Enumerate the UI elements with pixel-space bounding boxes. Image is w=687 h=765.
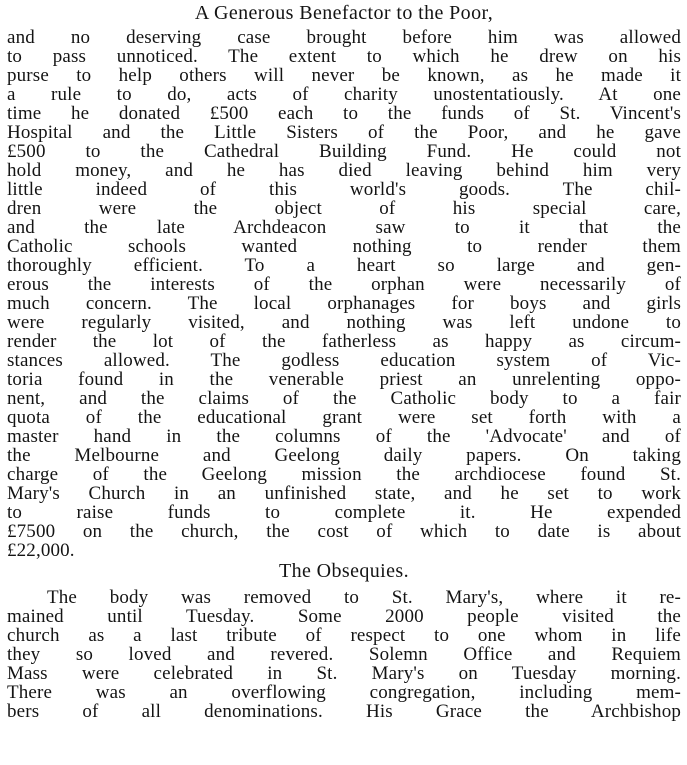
text-line: hold money, and he has died leaving behind him very	[7, 161, 681, 180]
text-line: purse to help others will never be known, as he made it	[7, 66, 681, 85]
text-line: Hospital and the Little Sisters of the Poor, and he gave	[7, 123, 681, 142]
text-line: quota of the educational grant were set forth with a	[7, 408, 681, 427]
text-line: There was an overflowing congregation, including mem-	[7, 683, 681, 702]
paragraph-obsequies	[7, 588, 681, 721]
text-line: charge of the Geelong mission the archdiocese found St.	[7, 465, 681, 484]
text-line: stances allowed. The godless education system of Vic-	[7, 351, 681, 370]
paragraph-benefactor	[7, 28, 681, 560]
section-heading-benefactor: A Generous Benefactor to the Poor,	[194, 2, 494, 24]
text-line: to raise funds to complete it. He expended	[7, 503, 681, 522]
text-line: to pass unnoticed. The extent to which he drew on his	[7, 47, 681, 66]
text-line: nent, and the claims of the Catholic body to a fair	[7, 389, 681, 408]
text-line: church as a last tribute of respect to one whom in life	[7, 626, 681, 645]
text-line: and the late Archdeacon saw to it that the	[7, 218, 681, 237]
text-line: Mary's Church in an unfinished state, and he set to work	[7, 484, 681, 503]
text-line: master hand in the columns of the 'Advocate' and of	[7, 427, 681, 446]
text-line: erous the interests of the orphan were necessarily of	[7, 275, 681, 294]
section-heading-obsequies: The Obsequies.	[278, 560, 409, 582]
text-line: Catholic schools wanted nothing to render them	[7, 237, 681, 256]
text-line: were regularly visited, and nothing was left undone to	[7, 313, 681, 332]
text-line: £22,000.	[7, 541, 75, 560]
text-line: and no deserving case brought before him was allowed	[7, 28, 681, 47]
text-line: toria found in the venerable priest an unrelenting oppo-	[7, 370, 681, 389]
text-line: thoroughly efficient. To a heart so large and gen-	[7, 256, 681, 275]
text-line: render the lot of the fatherless as happy as circum-	[7, 332, 681, 351]
text-line: The body was removed to St. Mary's, where it re-	[47, 588, 681, 607]
text-line: a rule to do, acts of charity unostentatiously. At one	[7, 85, 681, 104]
text-line: they so loved and revered. Solemn Office and Requiem	[7, 645, 681, 664]
text-line: £500 to the Cathedral Building Fund. He could not	[7, 142, 681, 161]
text-line: much concern. The local orphanages for boys and girls	[7, 294, 681, 313]
text-line: little indeed of this world's goods. The chil-	[7, 180, 681, 199]
text-line: £7500 on the church, the cost of which to date is about	[7, 522, 681, 541]
text-line: bers of all denominations. His Grace the Archbishop	[7, 702, 681, 721]
text-line: the Melbourne and Geelong daily papers. On taking	[7, 446, 681, 465]
text-line: dren were the object of his special care,	[7, 199, 681, 218]
text-line: time he donated £500 each to the funds of St. Vincent's	[7, 104, 681, 123]
text-line: Mass were celebrated in St. Mary's on Tuesday morning.	[7, 664, 681, 683]
text-line: mained until Tuesday. Some 2000 people visited the	[7, 607, 681, 626]
